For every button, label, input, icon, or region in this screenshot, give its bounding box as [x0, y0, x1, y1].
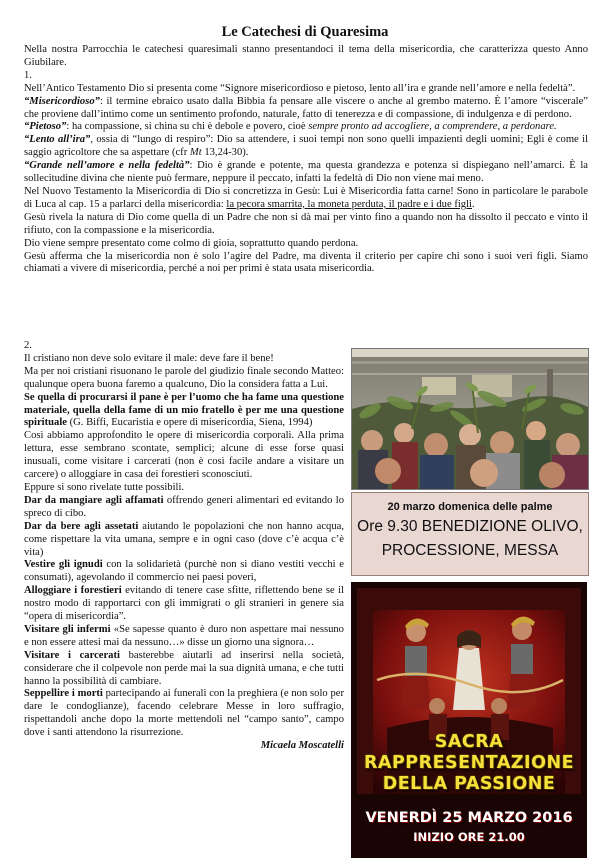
section-2-intro: Il cristiano non deve solo evitare il male: deve fare il bene! [24, 352, 274, 364]
nuovo-testamento-paragraph [24, 186, 588, 212]
passion-play-poster [351, 582, 587, 858]
work-text: partecipando ai funerali con la preghiera (e non solo per dare le condoglianze), facendo celebrare Messe in loro suffragio, rispettandoli anche dopo la morte mettendoli nel “campo santo”, campo dove i santi attendono la risurrezione. [24, 688, 344, 739]
palm-sunday-box [351, 492, 589, 576]
term-pietoso: “Pietoso” [24, 121, 67, 133]
parables-list: la pecora smarrita, la moneta perduta, il padre e i due figli [226, 198, 472, 210]
page-title: Le Catechesi di Quaresima [221, 24, 389, 40]
section-2-number: 2. [24, 340, 32, 351]
palm-sunday-line-2: PROCESSIONE, MESSA [381, 542, 559, 559]
work-title: Seppellire i morti [24, 688, 103, 700]
palm-sunday-heading: 20 marzo domenica delle palme [387, 501, 553, 513]
poster-title-line-2: RAPPRESENTAZIONE [363, 753, 575, 773]
section-2-opere: Così abbiamo approfondito le opere di misericordia corporali. Alla prima lettura, esse sembrano scontate, semplici; alcune di esse forse quasi inusuali, come visitare i carcerati (non è così facile andare a visitare un carcere) o alloggiare in casa dei forestieri sconosciuti. [24, 430, 344, 481]
term-lento-ira: “Lento all’ira” [24, 134, 91, 146]
work-text: con la solidarietà (purchè non si diano vestiti vecchi e consumati), agevolando il commercio nei paesi poveri, [24, 559, 344, 584]
poster-title-line-1: SACRA [434, 732, 504, 752]
biffi-source: (G. Biffi, Eucaristia e opere di misericordia, Siena, 1994) [66, 417, 313, 429]
work-text: offrendo generi alimentari ed evitando lo spreco di cibo. [24, 494, 344, 519]
nuovo-testamento-end: . [472, 198, 475, 210]
work-of-mercy [24, 650, 344, 689]
work-of-mercy [24, 521, 344, 560]
crowd-photo-illustration [352, 349, 588, 489]
grande-paragraph [24, 160, 588, 186]
section-1-paragraph: Nell’Antico Testamento Dio si presenta come “Signore misericordioso e pietoso, lento all’ira e grande nell’amore e nella fedeltà”. [24, 82, 576, 94]
work-of-mercy [24, 624, 344, 650]
work-of-mercy [24, 495, 344, 521]
poster-time: INIZIO ORE 21.00 [413, 830, 525, 844]
lento-paragraph [24, 134, 588, 160]
work-title: Dar da mangiare agli affamati [24, 494, 164, 506]
pietoso-paragraph [24, 121, 588, 134]
work-title: Visitare i carcerati [24, 649, 120, 661]
dio-gioia-paragraph: Dio viene sempre presentato come colmo di gioia, soprattutto quando perdona. [24, 237, 359, 249]
author-signature: Micaela Moscatelli [260, 740, 344, 752]
palm-sunday-photo [351, 348, 589, 490]
work-title: Visitare gli infermi [24, 623, 111, 635]
poster-date: VENERDÌ 25 MARZO 2016 [365, 810, 573, 826]
work-text: evitando di tenere case sfitte, riflettendo bene se il nostro modo di rapportarci con gli immigrati o gli stranieri in genere sia “opera di misericordia”. [24, 585, 344, 623]
gesu-rivela-paragraph: Gesù rivela la natura di Dio come quella di un Padre che non si dà mai per vinto fino a quando non ha dissolto il peccato e vinto il rifiuto, con la compassione e la misericordia. [24, 211, 588, 236]
work-of-mercy [24, 585, 344, 624]
intro-paragraph: Nella nostra Parrocchia le catechesi quaresimali stanno presentandoci il tema della misericordia, che caratterizza questo Anno Giubilare. [24, 44, 588, 68]
poster-title [351, 732, 587, 795]
section-2-column [24, 340, 344, 753]
work-text: «Se sapesse quanto è duro non aspettare mai nessuno e non essere attesi mai da nessuno…» disse un giorno una signora… [24, 623, 344, 648]
work-of-mercy [24, 559, 344, 585]
term-grande-amore: “Grande nell’amore e nella fedeltà” [24, 160, 190, 172]
work-title: Alloggiare i forestieri [24, 585, 122, 597]
work-of-mercy [24, 688, 344, 740]
section-1-number: 1. [24, 69, 32, 81]
misericordioso-paragraph [24, 96, 588, 122]
biffi-quote: Se quella di procurarsi il pane è per l’uomo che ha fame una questione materiale, quella della fame di un mio fratello è per me una questione spirituale [24, 391, 344, 429]
work-title: Dar da bere agli assetati [24, 520, 139, 532]
section-1-column [24, 44, 588, 276]
grande-text: : Dio è grande e potente, ma questa grandezza e potenza si dispiegano nell’amarci. È la sollecitudine divina che niente può fermare, neppure il peccato, infatti la fedeltà di Dio non viene mai meno. [24, 160, 588, 185]
lento-ref-book: Mt [189, 147, 202, 159]
lento-ref: 13,24-30). [201, 147, 249, 159]
poster-title-line-3: DELLA PASSIONE [382, 774, 556, 794]
section-2-matteo: Ma per noi cristiani risuonano le parole del giudizio finale secondo Matteo: qualunque opera buona faremo a qualcuno, Dio la considera fatta a Lui. [24, 365, 344, 390]
pietoso-italic-text: sempre pronto ad accogliere, a comprendere, a perdonare. [308, 121, 557, 133]
palm-sunday-line-1: Ore 9.30 BENEDIZIONE OLIVO, [357, 518, 583, 535]
work-title: Vestire gli ignudi [24, 559, 103, 571]
term-misericordioso: “Misericordioso” [24, 95, 100, 107]
misericordioso-text: : il termine ebraico usato dalla Bibbia fa pensare alle viscere o anche al grembo materno. È l’amore “viscerale” che proviene dall’intimo come un sentimento profondo, naturale, fatto di tenerezza e di compassione, di indulgenza e di perdono. [24, 95, 588, 120]
nuovo-testamento-text: Nel Nuovo Testamento la Misericordia di Dio si concretizza in Gesù: Lui è Misericordia fatta carne! Sono in particolare le parabole di Luca al cap. 15 a parlarci della misericordia: [24, 185, 588, 210]
work-text: aiutando le popolazioni che non hanno acqua, come rispettare la vita umana, sempre e in ogni caso (dove c’è acqua c’è vita) [24, 520, 344, 558]
biffi-quote-paragraph [24, 392, 344, 431]
section-2-possibili: Eppure si sono rivelate tutte possibili. [24, 481, 185, 493]
lento-text: , ossia di “lungo di respiro”: Dio sa attendere, i suoi tempi non sono quelli impazienti degli uomini; Egli è come il saggio agricoltore che sa aspettare (cfr [24, 134, 589, 159]
work-text: basterebbe aiutarli ad inserirsi nella società, considerare che il colpevole non perde mai la sua dignità umana, e che tutti hanno la possibilità di cambiare. [24, 649, 344, 687]
pietoso-text: : ha compassione, si china su chi è debole e povero, cioè [66, 121, 309, 133]
gesu-afferma-paragraph: Gesù afferma che la misericordia non è solo l’agire del Padre, ma diventa il criterio per capire chi sono i suoi veri figli. Siamo chiamati a vivere di misericordia, perché a noi per primi è stata usata misericordia. [24, 250, 588, 275]
